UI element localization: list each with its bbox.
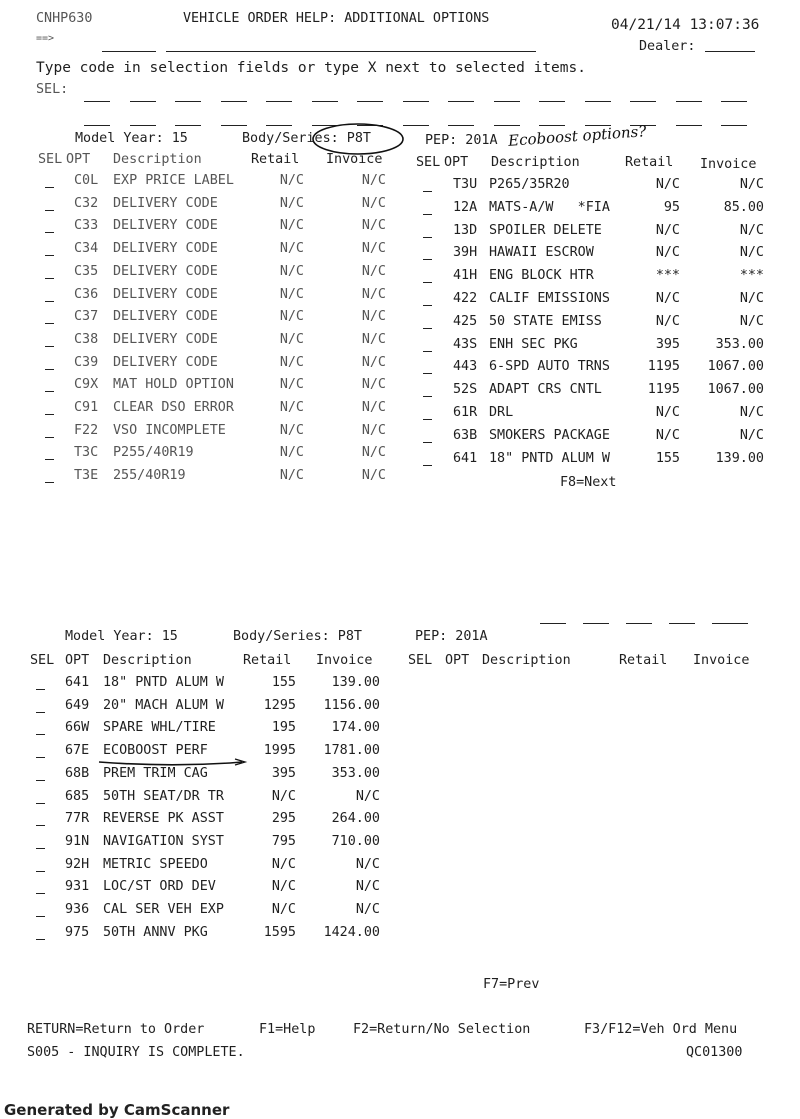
next-key[interactable]: F8=Next xyxy=(560,475,617,490)
row-select-field[interactable] xyxy=(423,237,432,238)
option-description: HAWAII ESCROW xyxy=(489,245,594,261)
invoice-price: N/C xyxy=(361,241,386,257)
option-description: CALIF EMISSIONS xyxy=(489,291,610,306)
option-code: 425 xyxy=(453,313,478,329)
invoice-price: N/C xyxy=(361,173,386,188)
table-row xyxy=(0,291,800,309)
option-code: 12A xyxy=(453,199,478,215)
invoice-price: 353.00 xyxy=(715,336,764,352)
return-no-selection-key[interactable]: F2=Return/No Selection xyxy=(353,1022,531,1037)
option-code: 685 xyxy=(65,788,90,804)
sel-field[interactable] xyxy=(676,101,702,102)
row-select-field[interactable] xyxy=(36,780,45,781)
col-invoice-p2: Invoice xyxy=(316,653,373,668)
sel-field[interactable] xyxy=(539,125,565,126)
invoice-price: N/C xyxy=(361,263,386,279)
col-desc-right: Description xyxy=(491,155,580,170)
invoice-price: N/C xyxy=(739,405,764,420)
invoice-price: N/C xyxy=(739,245,764,261)
table-row xyxy=(0,405,800,423)
invoice-price: N/C xyxy=(361,331,386,347)
sel-field[interactable] xyxy=(448,125,474,126)
sel-field[interactable] xyxy=(221,101,247,102)
option-code: 91N xyxy=(65,833,90,849)
table-row xyxy=(0,268,800,286)
row-select-field[interactable] xyxy=(36,939,45,940)
invoice-price: 85.00 xyxy=(723,199,764,215)
invoice-price: N/C xyxy=(361,445,386,461)
invoice-price: N/C xyxy=(361,422,386,438)
col-sel-p2-right: SEL xyxy=(408,653,433,668)
sel-field[interactable] xyxy=(84,101,110,102)
option-description: MAT HOLD OPTION xyxy=(113,377,234,393)
sel-field[interactable] xyxy=(403,101,429,102)
option-description: 18" PNTD ALUM W xyxy=(103,675,224,690)
option-description: DRL xyxy=(489,405,514,420)
option-description: 50TH ANNV PKG xyxy=(103,924,208,940)
option-code: C36 xyxy=(74,286,99,302)
row-select-field[interactable] xyxy=(423,442,432,443)
pep-label-2: PEP: 201A xyxy=(415,629,488,644)
retail-price: N/C xyxy=(271,879,296,895)
option-code: C32 xyxy=(74,195,99,211)
option-description: P265/35R20 xyxy=(489,177,570,192)
invoice-price: N/C xyxy=(739,222,764,238)
row-select-field[interactable] xyxy=(36,689,45,690)
option-code: 66W xyxy=(65,720,90,736)
pep-label: PEP: 201A xyxy=(425,133,498,148)
table-row xyxy=(0,811,800,829)
retail-price: N/C xyxy=(279,263,304,279)
retail-price: 295 xyxy=(271,811,296,827)
table-row xyxy=(0,879,800,897)
instructions: Type code in selection fields or type X next to selected items. xyxy=(36,60,586,76)
datetime: 04/21/14 13:07:36 xyxy=(611,17,760,33)
option-description: 20" MACH ALUM W xyxy=(103,697,224,713)
sel-field[interactable] xyxy=(130,101,156,102)
option-code: 61R xyxy=(453,405,478,420)
generated-by-watermark: Generated by CamScanner xyxy=(4,1101,230,1119)
option-code: F22 xyxy=(74,422,99,438)
table-row xyxy=(0,223,800,241)
retail-price: 795 xyxy=(271,833,296,849)
retail-price: N/C xyxy=(655,405,680,420)
sel-field[interactable] xyxy=(539,101,565,102)
option-code: 39H xyxy=(453,245,478,261)
option-description: 50TH SEAT/DR TR xyxy=(103,788,224,804)
option-code: C34 xyxy=(74,241,99,257)
option-code: 641 xyxy=(453,450,478,466)
invoice-price: N/C xyxy=(739,291,764,306)
invoice-price: 1781.00 xyxy=(323,743,380,759)
invoice-price: 139.00 xyxy=(331,675,380,690)
status-message: S005 - INQUIRY IS COMPLETE. xyxy=(27,1045,245,1060)
option-description: SMOKERS PACKAGE xyxy=(489,427,610,443)
option-code: C39 xyxy=(74,354,99,370)
sel-field[interactable] xyxy=(175,101,201,102)
table-row xyxy=(0,314,800,332)
option-description: EXP PRICE LABEL xyxy=(113,173,234,188)
retail-price: N/C xyxy=(279,377,304,393)
option-description: DELIVERY CODE xyxy=(113,286,218,302)
retail-price: N/C xyxy=(279,354,304,370)
option-description: 6-SPD AUTO TRNS xyxy=(489,359,610,375)
row-select-field[interactable] xyxy=(423,328,432,329)
col-opt-right: OPT xyxy=(444,155,469,170)
sel-field[interactable] xyxy=(494,101,520,102)
option-code: C35 xyxy=(74,263,99,279)
screen-title: VEHICLE ORDER HELP: ADDITIONAL OPTIONS xyxy=(183,11,490,26)
col-opt-left: OPT xyxy=(66,152,91,167)
invoice-price: N/C xyxy=(355,788,380,804)
col-invoice-left: Invoice xyxy=(326,152,383,167)
help-key[interactable]: F1=Help xyxy=(259,1022,316,1037)
option-description: 50 STATE EMISS xyxy=(489,313,602,329)
retail-price: *** xyxy=(655,268,680,284)
option-description: DELIVERY CODE xyxy=(113,195,218,211)
invoice-price: N/C xyxy=(361,195,386,211)
option-description: 18" PNTD ALUM W xyxy=(489,450,610,466)
sel-field[interactable] xyxy=(585,101,611,102)
invoice-price: N/C xyxy=(361,377,386,393)
option-code: C38 xyxy=(74,331,99,347)
option-code: 641 xyxy=(65,675,90,690)
retail-price: N/C xyxy=(655,177,680,192)
row-select-field[interactable] xyxy=(423,191,432,192)
option-description: 255/40R19 xyxy=(113,468,186,484)
option-code: C9X xyxy=(74,377,99,393)
row-select-field[interactable] xyxy=(423,259,432,260)
retail-price: 1195 xyxy=(647,359,680,375)
option-description: PREM TRIM CAG xyxy=(103,765,208,781)
invoice-price: 1067.00 xyxy=(707,382,764,398)
col-opt-p2: OPT xyxy=(65,653,90,668)
col-sel-right: SEL xyxy=(416,155,441,170)
invoice-price: N/C xyxy=(739,427,764,443)
table-row xyxy=(0,789,800,807)
retail-price: N/C xyxy=(655,291,680,306)
option-description: MATS-A/W *FIA xyxy=(489,199,610,215)
col-desc-p2-right: Description xyxy=(482,653,571,668)
row-select-field[interactable] xyxy=(36,803,45,804)
retail-price: N/C xyxy=(271,856,296,872)
invoice-price: 1067.00 xyxy=(707,359,764,375)
option-description: DELIVERY CODE xyxy=(113,263,218,279)
body-series-label: Body/Series: P8T xyxy=(242,131,371,146)
dealer-label: Dealer: xyxy=(639,39,696,54)
col-retail-p2-right: Retail xyxy=(619,653,668,668)
option-description: DELIVERY CODE xyxy=(113,218,218,234)
invoice-price: N/C xyxy=(361,218,386,234)
table-row xyxy=(0,428,800,446)
row-select-field[interactable] xyxy=(423,465,432,466)
retail-price: N/C xyxy=(279,195,304,211)
command-input-2[interactable] xyxy=(166,51,536,52)
table-row xyxy=(0,451,800,469)
option-code: T3C xyxy=(74,445,99,461)
option-code: 13D xyxy=(453,222,478,238)
row-select-field[interactable] xyxy=(36,734,45,735)
dash-5 xyxy=(712,623,748,624)
option-code: 67E xyxy=(65,743,90,759)
row-select-field[interactable] xyxy=(36,916,45,917)
table-row xyxy=(0,200,800,218)
invoice-price: 264.00 xyxy=(331,811,380,827)
invoice-price: N/C xyxy=(361,468,386,484)
table-row xyxy=(0,720,800,738)
retail-price: N/C xyxy=(279,331,304,347)
sel-field[interactable] xyxy=(630,101,656,102)
invoice-price: 1424.00 xyxy=(323,924,380,940)
col-retail-p2: Retail xyxy=(243,653,292,668)
invoice-price: *** xyxy=(739,268,764,284)
retail-price: N/C xyxy=(655,222,680,238)
table-row xyxy=(0,337,800,355)
retail-price: N/C xyxy=(279,286,304,302)
option-code: 52S xyxy=(453,382,478,398)
sel-field[interactable] xyxy=(221,125,247,126)
retail-price: 95 xyxy=(663,199,680,215)
retail-price: N/C xyxy=(271,902,296,917)
option-description: CAL SER VEH EXP xyxy=(103,902,224,917)
row-select-field[interactable] xyxy=(423,373,432,374)
row-select-field[interactable] xyxy=(45,482,54,483)
veh-ord-menu-key[interactable]: F3/F12=Veh Ord Menu xyxy=(584,1022,738,1037)
screen-id: CNHP630 xyxy=(36,11,93,26)
option-description: NAVIGATION SYST xyxy=(103,833,224,849)
table-row xyxy=(0,382,800,400)
sel-field[interactable] xyxy=(357,101,383,102)
option-code: C0L xyxy=(74,173,99,188)
option-description: SPOILER DELETE xyxy=(489,222,602,238)
retail-price: 1595 xyxy=(263,924,296,940)
option-code: C37 xyxy=(74,309,99,325)
col-invoice-right: Invoice xyxy=(700,157,757,172)
retail-price: 395 xyxy=(655,336,680,352)
option-code: 975 xyxy=(65,924,90,940)
option-description: DELIVERY CODE xyxy=(113,354,218,370)
retail-price: N/C xyxy=(279,218,304,234)
invoice-price: N/C xyxy=(361,400,386,415)
table-row xyxy=(0,834,800,852)
row-select-field[interactable] xyxy=(36,893,45,894)
sel-label: SEL: xyxy=(36,82,69,97)
retail-price: 155 xyxy=(655,450,680,466)
body-series-label-2: Body/Series: P8T xyxy=(233,629,362,644)
retail-price: N/C xyxy=(271,788,296,804)
option-code: 649 xyxy=(65,697,90,713)
table-row xyxy=(0,925,800,943)
option-code: 422 xyxy=(453,291,478,306)
option-description: DELIVERY CODE xyxy=(113,309,218,325)
row-select-field[interactable] xyxy=(36,871,45,872)
dash-3 xyxy=(626,623,652,624)
option-description: ECOBOOST PERF xyxy=(103,743,208,759)
option-description: P255/40R19 xyxy=(113,445,194,461)
table-row xyxy=(0,675,800,693)
dash-1 xyxy=(540,623,566,624)
handwritten-annotation: Ecoboost options? xyxy=(507,122,647,150)
invoice-price: N/C xyxy=(361,286,386,302)
option-code: 43S xyxy=(453,336,478,352)
table-row xyxy=(0,468,800,486)
row-select-field[interactable] xyxy=(36,712,45,713)
retail-price: N/C xyxy=(279,173,304,188)
command-input-1[interactable] xyxy=(102,51,156,52)
return-key[interactable]: RETURN=Return to Order xyxy=(27,1022,205,1037)
option-description: VSO INCOMPLETE xyxy=(113,422,226,438)
invoice-price: 710.00 xyxy=(331,833,380,849)
retail-price: N/C xyxy=(279,422,304,438)
model-year-label-2: Model Year: 15 xyxy=(65,629,178,644)
row-select-field[interactable] xyxy=(423,396,432,397)
option-code: 77R xyxy=(65,811,90,827)
table-row xyxy=(0,245,800,263)
sel-field[interactable] xyxy=(676,125,702,126)
invoice-price: N/C xyxy=(361,309,386,325)
sel-field[interactable] xyxy=(312,101,338,102)
table-row xyxy=(0,698,800,716)
command-prompt: ==> xyxy=(36,33,55,44)
option-code: 41H xyxy=(453,268,478,284)
option-description: CLEAR DSO ERROR xyxy=(113,400,234,415)
invoice-price: 353.00 xyxy=(331,765,380,781)
col-opt-p2-right: OPT xyxy=(445,653,470,668)
option-code: C91 xyxy=(74,400,99,415)
retail-price: 1195 xyxy=(647,382,680,398)
col-retail-right: Retail xyxy=(625,155,674,170)
option-description: METRIC SPEEDO xyxy=(103,856,208,872)
invoice-price: N/C xyxy=(355,856,380,872)
option-description: REVERSE PK ASST xyxy=(103,811,224,827)
row-select-field[interactable] xyxy=(36,825,45,826)
invoice-price: 174.00 xyxy=(331,720,380,736)
row-select-field[interactable] xyxy=(423,351,432,352)
handwritten-underline xyxy=(95,756,255,770)
col-invoice-p2-right: Invoice xyxy=(693,653,750,668)
model-year-label: Model Year: 15 xyxy=(75,131,188,146)
screen-code: QC01300 xyxy=(686,1045,743,1060)
invoice-price: N/C xyxy=(355,879,380,895)
option-code: C33 xyxy=(74,218,99,234)
sel-field[interactable] xyxy=(721,101,747,102)
sel-field[interactable] xyxy=(448,101,474,102)
sel-field[interactable] xyxy=(175,125,201,126)
row-select-field[interactable] xyxy=(423,419,432,420)
option-description: ENH SEC PKG xyxy=(489,336,578,352)
sel-field[interactable] xyxy=(84,125,110,126)
sel-field[interactable] xyxy=(494,125,520,126)
invoice-price: N/C xyxy=(739,177,764,192)
invoice-price: N/C xyxy=(739,313,764,329)
option-code: 68B xyxy=(65,765,90,781)
option-code: 92H xyxy=(65,856,90,872)
col-sel-left: SEL xyxy=(38,152,63,167)
option-description: DELIVERY CODE xyxy=(113,331,218,347)
row-select-field[interactable] xyxy=(423,282,432,283)
sel-field[interactable] xyxy=(130,125,156,126)
option-code: T3U xyxy=(453,177,478,192)
col-retail-left: Retail xyxy=(251,152,300,167)
col-desc-left: Description xyxy=(113,152,202,167)
option-code: 443 xyxy=(453,359,478,375)
dash-4 xyxy=(669,623,695,624)
option-code: 63B xyxy=(453,427,478,443)
sel-field[interactable] xyxy=(721,125,747,126)
sel-field[interactable] xyxy=(266,101,292,102)
invoice-price: N/C xyxy=(355,902,380,917)
option-description: SPARE WHL/TIRE xyxy=(103,720,216,736)
row-select-field[interactable] xyxy=(36,757,45,758)
invoice-price: N/C xyxy=(361,354,386,370)
retail-price: N/C xyxy=(279,400,304,415)
retail-price: 1995 xyxy=(263,743,296,759)
retail-price: N/C xyxy=(655,313,680,329)
invoice-price: 1156.00 xyxy=(323,697,380,713)
option-code: 931 xyxy=(65,879,90,895)
option-code: T3E xyxy=(74,468,99,484)
retail-price: 395 xyxy=(271,765,296,781)
option-description: LOC/ST ORD DEV xyxy=(103,879,216,895)
invoice-price: 139.00 xyxy=(715,450,764,466)
option-description: DELIVERY CODE xyxy=(113,241,218,257)
retail-price: N/C xyxy=(279,309,304,325)
retail-price: N/C xyxy=(279,241,304,257)
retail-price: 1295 xyxy=(263,697,296,713)
row-select-field[interactable] xyxy=(423,305,432,306)
retail-price: 155 xyxy=(271,675,296,690)
sel-field[interactable] xyxy=(266,125,292,126)
col-desc-p2: Description xyxy=(103,653,192,668)
row-select-field[interactable] xyxy=(423,214,432,215)
option-description: ENG BLOCK HTR xyxy=(489,268,594,284)
dealer-input[interactable] xyxy=(705,51,755,52)
retail-price: 195 xyxy=(271,720,296,736)
table-row xyxy=(0,857,800,875)
table-row xyxy=(0,902,800,920)
dash-2 xyxy=(583,623,609,624)
table-row xyxy=(0,359,800,377)
table-row xyxy=(0,177,800,195)
row-select-field[interactable] xyxy=(36,848,45,849)
retail-price: N/C xyxy=(655,245,680,261)
option-code: 936 xyxy=(65,902,90,917)
retail-price: N/C xyxy=(655,427,680,443)
option-description: ADAPT CRS CNTL xyxy=(489,382,602,398)
retail-price: N/C xyxy=(279,445,304,461)
prev-key[interactable]: F7=Prev xyxy=(483,977,540,992)
col-sel-p2: SEL xyxy=(30,653,55,668)
retail-price: N/C xyxy=(279,468,304,484)
